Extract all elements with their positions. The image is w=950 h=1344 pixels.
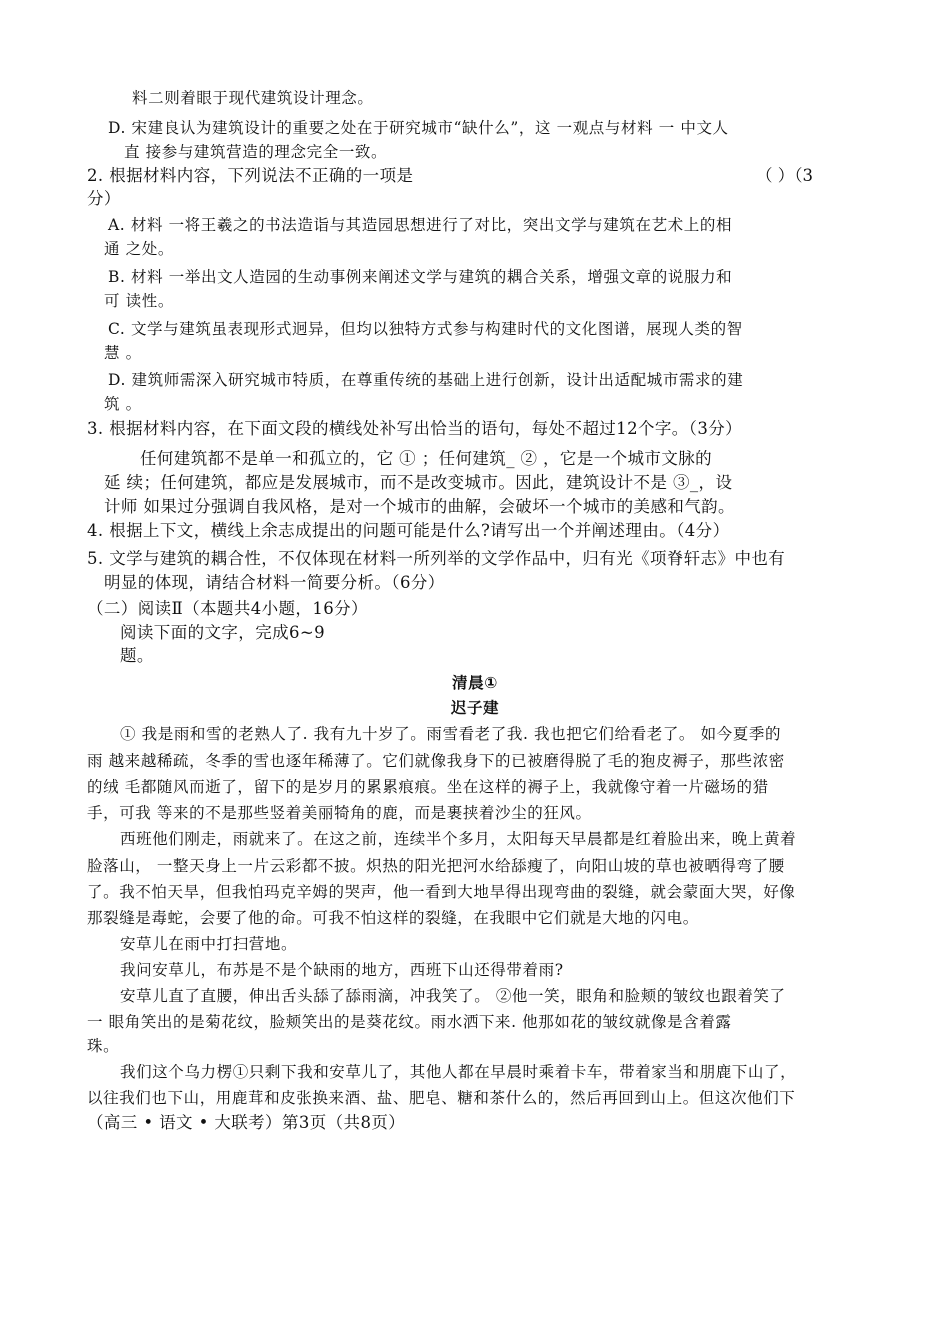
- question-5-stem: 5. 文学与建筑的耦合性，不仅体现在材料一所列举的文学作品中，归有光《项脊轩志》中也有: [87, 549, 786, 568]
- passage-paragraph-1-line-1: ① 我是雨和雪的老熟人了. 我有九十岁了。雨雪看老了我. 我也把它们给看老了。 如今夏季的: [120, 725, 782, 743]
- passage-paragraph-2-line-3: 了。我不怕天旱，但我怕玛克辛姆的哭声，他一看到大地旱得出现弯曲的裂缝，就会蒙面大哭，好像: [87, 883, 796, 901]
- option-d-q2: D. 建筑师需深入研究城市特质，在尊重传统的基础上进行创新，设计出适配城市需求的建: [108, 371, 744, 389]
- passage-paragraph-1-line-4: 手，可我 等来的不是那些竖着美丽犄角的鹿，而是裹挟着沙尘的狂风。: [87, 804, 592, 822]
- reading-instructions: 阅读下面的文字，完成6~9: [120, 623, 326, 642]
- section-heading-reading-2: （二）阅读Ⅱ（本题共4小题，16分）: [87, 599, 368, 618]
- passage-paragraph-2-line-1: 西班他们刚走，雨就来了。在这之前，连续半个多月，太阳每天早晨都是红着脸出来，晚上黄着: [120, 830, 797, 848]
- passage-author: 迟子建: [450, 699, 500, 717]
- question-5-stem-continued: 明显的体现，请结合材料一简要分析。（6分）: [104, 573, 445, 592]
- reading-instructions-continued: 题。: [120, 646, 154, 665]
- passage-paragraph-5-line-1: 安草儿直了直腰，伸出舌头舔了舔雨滴，冲我笑了。 ②他一笑，眼角和脸颊的皱纹也跟着笑了: [120, 987, 786, 1005]
- passage-paragraph-6-line-2: 以往我们也下山，用鹿茸和皮张换来酒、盐、肥皂、糖和茶什么的，然后再回到山上。但这次他们下: [87, 1089, 796, 1107]
- question-2-score-continued: 分）: [87, 189, 121, 208]
- question-3-passage-line-3: 计师 如果过分强调自我风格，是对一个城市的曲解，会破坏一个城市的美感和气韵。: [104, 497, 735, 516]
- option-b-q2: B. 材料 一举出文人造园的生动事例来阐述文学与建筑的耦合关系，增强文章的说服力和: [108, 268, 733, 286]
- option-d-q1-continued: 直 接参与建筑营造的理念完全一致。: [124, 143, 388, 161]
- option-d-q1: D. 宋建良认为建筑设计的重要之处在于研究城市“缺什么”，这 一观点与材料 一 中文人: [108, 119, 729, 137]
- passage-paragraph-2-line-2: 脸落山， 一整天身上一片云彩都不披。炽热的阳光把河水给舔瘦了，向阳山坡的草也被晒得弯了腰: [87, 857, 785, 875]
- passage-paragraph-3: 安草儿在雨中打扫营地。: [120, 935, 298, 953]
- question-3-passage-line-2: 延 续；任何建筑，都应是发展城市，而不是改变城市。因此，建筑设计不是 ③_，设: [104, 473, 733, 492]
- passage-paragraph-5-line-2: 一 眼角笑出的是菊花纹，脸颊笑出的是葵花纹。雨水洒下来. 他那如花的皱纹就像是含着露: [87, 1013, 732, 1031]
- passage-paragraph-1-line-2: 雨 越来越稀疏，冬季的雪也逐年稀薄了。它们就像我身下的已被磨得脱了毛的狍皮褥子，那些浓密: [87, 752, 785, 770]
- option-a-q2-continued: 通 之处。: [104, 240, 174, 258]
- option-c-continued: 料二则着眼于现代建筑设计理念。: [132, 89, 374, 107]
- question-2-stem: 2. 根据材料内容，下列说法不正确的一项是: [87, 166, 414, 185]
- question-4-stem: 4. 根据上下文，横线上余志成提出的问题可能是什么?请写出一个并阐述理由。（4分）: [87, 521, 730, 540]
- option-c-q2-continued: 慧 。: [104, 344, 142, 362]
- option-b-q2-continued: 可 读性。: [104, 292, 174, 310]
- option-a-q2: A. 材料 一将王羲之的书法造诣与其造园思想进行了对比，突出文学与建筑在艺术上的相: [108, 216, 733, 234]
- passage-paragraph-1-line-3: 的绒 毛都随风而逝了，留下的是岁月的累累痕痕。坐在这样的褥子上，我就像守着一片磁场的猎: [87, 778, 769, 796]
- question-2-score: （ ）（3: [756, 166, 813, 185]
- page-footer: （高三 • 语文 • 大联考）第3页（共8页）: [87, 1113, 406, 1132]
- passage-paragraph-4: 我问安草儿，布苏是不是个缺雨的地方，西班下山还得带着雨?: [120, 961, 564, 979]
- passage-paragraph-2-line-4: 那裂缝是毒蛇，会要了他的命。可我不怕这样的裂缝，在我眼中它们就是大地的闪电。: [87, 909, 699, 927]
- passage-title: 清晨①: [452, 674, 498, 692]
- passage-paragraph-6-line-1: 我们这个乌力楞①只剩下我和安草儿了，其他人都在早晨时乘着卡车，带着家当和朋鹿下山了，: [120, 1063, 797, 1081]
- option-d-q2-continued: 筑 。: [104, 395, 142, 413]
- question-3-passage-line-1: 任何建筑都不是单一和孤立的，它 ① ；任何建筑_ ② ，它是一个城市文脉的: [140, 449, 713, 468]
- question-3-stem: 3. 根据材料内容，在下面文段的横线处补写出恰当的语句，每处不超过12个字。（3分）: [87, 419, 743, 438]
- passage-paragraph-5-line-3: 珠。: [87, 1037, 120, 1055]
- option-c-q2: C. 文学与建筑虽表现形式迥异，但均以独特方式参与构建时代的文化图谱，展现人类的智: [108, 320, 743, 338]
